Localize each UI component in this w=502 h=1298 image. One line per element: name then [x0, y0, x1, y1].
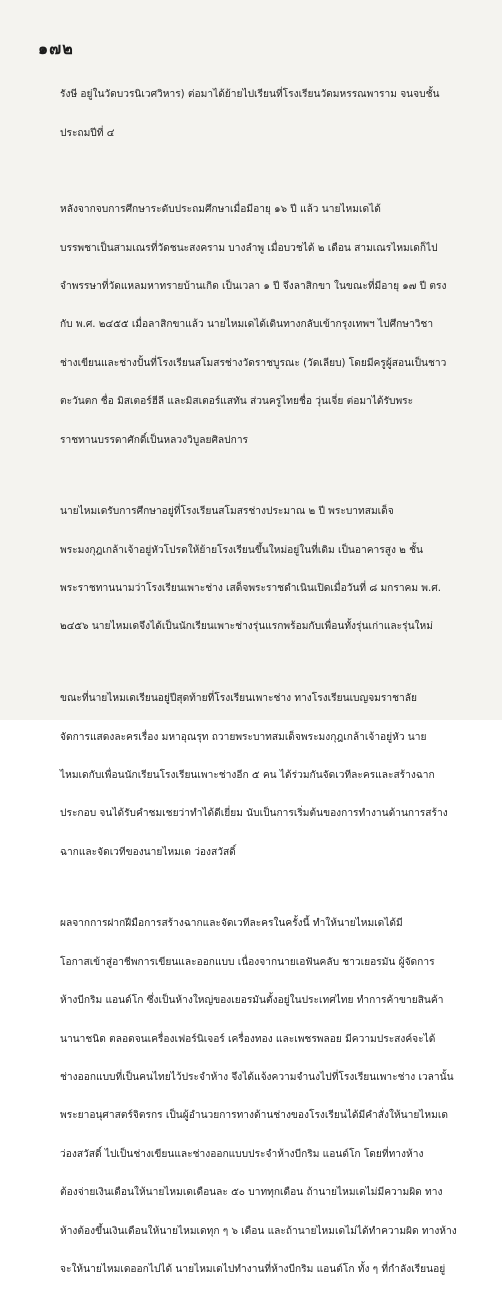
text-line: จำพรรษาที่วัดแหลมหาทรายบ้านเกิด เป็นเวลา ๑ ปี จึงลาสิกขา ในขณะที่มีอายุ ๑๗ ปี ตรง — [60, 281, 447, 293]
text-line: พระมงกุฎเกล้าเจ้าอยู่หัวโปรดให้ย้ายโรงเรียนขึ้นใหม่อยู่ในที่เดิม เป็นอาคารสูง ๒ ชั้น — [60, 544, 423, 556]
paragraph — [60, 66, 472, 162]
text-line: ห้างบีกริม แอนด์โก ซึ่งเป็นห้างใหญ่ของเยอรมันตั้งอยู่ในประเทศไทย ทำการค้าขายสินค้า — [60, 995, 444, 1007]
paragraph — [60, 483, 472, 656]
text-line: จะให้นายไหมเดออกไปได้ นายไหมเดไปทำงานที่ห้างบีกริม แอนด์โก ทั้ง ๆ ที่กำลังเรียนอยู่ — [60, 1263, 446, 1275]
text-line: ประถมปีที่ ๔ — [60, 127, 115, 139]
text-line: ประกอบ จนได้รับคำชมเชยว่าทำได้ดีเยี่ยม นับเป็นการเริ่มต้นของการทำงานด้านการสร้าง — [60, 808, 448, 820]
text-line: รังษี อยู่ในวัดบวรนิเวศวิหาร) ต่อมาได้ย้ายไปเรียนที่โรงเรียนวัดมหรรณพาราม จนจบชั้น — [60, 89, 440, 101]
text-line: ฉากและจัดเวทีของนายไหมเด ว่องสวัสดิ์ — [60, 846, 236, 858]
text-line: พระราชทานนามว่าโรงเรียนเพาะช่าง เสด็จพระราชดำเนินเปิดเมื่อวันที่ ๘ มกราคม พ.ศ. — [60, 583, 441, 595]
body-text — [60, 66, 472, 1298]
text-line: ตะวันตก ชื่อ มิสเตอร์ฮีลี และมิสเตอร์แสทัน ส่วนครูไทยชื่อ วุ่นเจี่ย ต่อมาได้รับพระ — [60, 396, 414, 408]
text-line: ขณะที่นายไหมเดเรียนอยู่ปีสุดท้ายที่โรงเรียนเพาะช่าง ทางโรงเรียนเบญจมราชาลัย — [60, 693, 417, 705]
text-line: ต้องจ่ายเงินเดือนให้นายไหมเดเดือนละ ๕๐ บาททุกเดือน ถ้านายไหมเดไม่มีความผิด ทาง — [60, 1187, 443, 1199]
text-line: ผลจากการฝากฝีมือการสร้างฉากและจัดเวทีละครในครั้งนี้ ทำให้นายไหมเดได้มี — [60, 918, 403, 930]
text-line: กับ พ.ศ. ๒๔๕๕ เมื่อลาสิกขาแล้ว นายไหมเดได้เดินทางกลับเข้ากรุงเทพฯ ไปศึกษาวิชา — [60, 319, 434, 331]
text-line: จัดการแสดงละครเรื่อง มหาอุณรุท ถวายพระบาทสมเด็จพระมงกุฎเกล้าเจ้าอยู่หัว นาย — [60, 731, 427, 743]
text-line: ช่างออกแบบที่เป็นคนไทยไว้ประจำห้าง จึงได้แจ้งความจำนงไปที่โรงเรียนเพาะช่าง เวลานั้น — [60, 1071, 454, 1083]
text-line: ไหมเดกับเพื่อนนักเรียนโรงเรียนเพาะช่างอีก ๕ คน ได้ร่วมกันจัดเวทีละครและสร้างฉาก — [60, 769, 435, 781]
paragraph — [60, 895, 472, 1298]
text-line: ราชทานบรรดาศักดิ์เป็นหลวงวิบูลยศิลปการ — [60, 434, 249, 446]
text-line: ช่างเขียนและช่างปั้นที่โรงเรียนสโมสรช่างวัดราชบูรณะ (วัดเลียบ) โดยมีครูผู้สอนเป็นชาว — [60, 357, 447, 369]
text-line: นานาชนิด ตลอดจนเครื่องเฟอร์นิเจอร์ เครื่องทอง และเพชรพลอย มีความประสงค์จะได้ — [60, 1033, 436, 1045]
text-line: นายไหมเดรับการศึกษาอยู่ที่โรงเรียนสโมสรช่างประมาณ ๒ ปี พระบาทสมเด็จ — [60, 506, 394, 518]
page-number: ๑๗๒ — [38, 39, 74, 58]
text-line: โอกาสเข้าสู่อาชีพการเขียนและออกแบบ เนื่องจากนายเอฟันคลับ ชาวเยอรมัน ผู้จัดการ — [60, 956, 435, 968]
paragraph — [60, 670, 472, 881]
text-line: หลังจากจบการศึกษาระดับประถมศึกษาเมื่อมีอายุ ๑๖ ปี แล้ว นายไหมเดได้ — [60, 204, 381, 216]
text-line: ๒๔๕๖ นายไหมเดจึงได้เป็นนักเรียนเพาะช่างรุ่นแรกพร้อมกับเพื่อนทั้งรุ่นเก่าและรุ่นใหม่ — [60, 621, 433, 633]
text-line: พระยาอนุศาสตร์จิตรกร เป็นผู้อำนวยการทางด้านช่างของโรงเรียนได้มีคำสั่งให้นายไหมเด — [60, 1110, 448, 1122]
text-line: บรรพชาเป็นสามเณรที่วัดชนะสงคราม บางลำพู เมื่อบวชได้ ๒ เดือน สามเณรไหมเดก็ไป — [60, 242, 438, 254]
paragraph — [60, 181, 472, 469]
text-line: ว่องสวัสดิ์ ไปเป็นช่างเขียนและช่างออกแบบประจำห้างบีกริม แอนด์โก โดยที่ทางห้าง — [60, 1148, 424, 1160]
text-line: ห้างต้องขึ้นเงินเดือนให้นายไหมเดทุก ๆ ๖ เดือน และถ้านายไหมเดไม่ได้ทำความผิด ทางห้าง — [60, 1225, 457, 1237]
